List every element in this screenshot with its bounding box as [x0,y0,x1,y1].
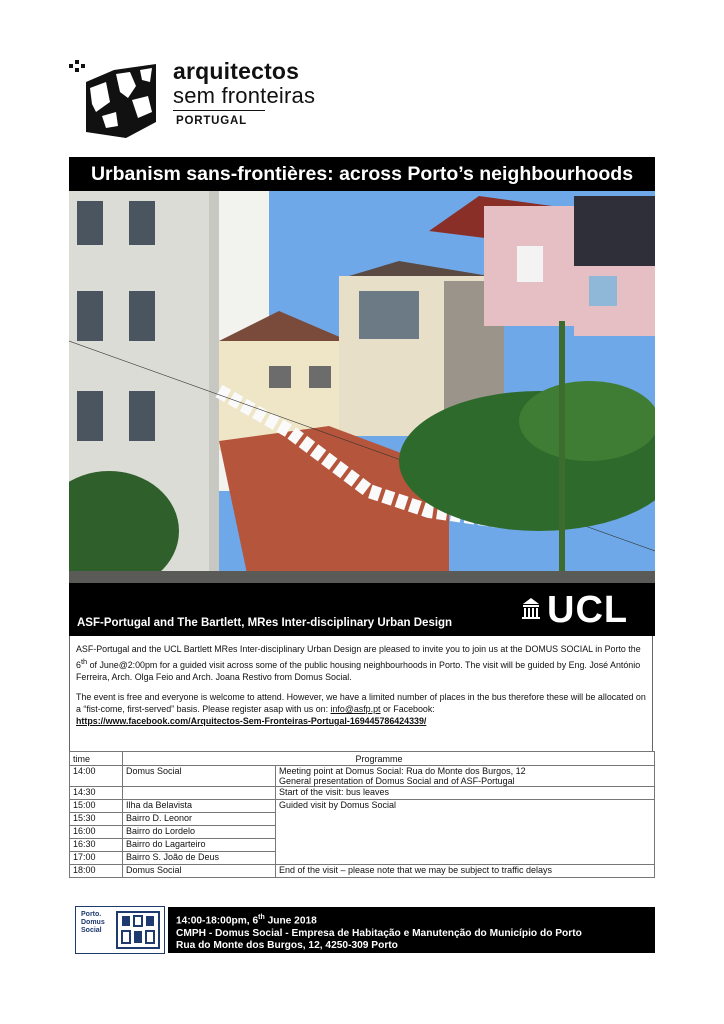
header-programme: Programme [276,752,655,766]
building-grid-icon [116,911,160,949]
table-row: 16:00 Bairro do Lordelo [70,826,655,839]
domus-social-logo: Porto. Domus Social [75,906,165,954]
header-time: time [70,752,123,766]
intro-text [69,636,653,751]
table-row: 14:00 Domus Social Meeting point at Domus Social: Rua do Monte dos Burgos, 12 General presentation of Domus Social and of ASF-Portugal [70,766,655,787]
porto-housing-photo [69,191,655,583]
caption-text: ASF-Portugal and The Bartlett, MRes Inter-disciplinary Urban Design [77,617,453,629]
table-header-row [70,752,655,766]
email-link[interactable]: info@asfp.pt [330,704,381,715]
asf-logo-icon [66,52,162,142]
event-date: 14:00-18:00pm, 6th June 2018 [176,914,317,927]
event-venue: CMPH - Domus Social - Empresa de Habitação e Manutenção do Município do Porto [176,927,582,939]
table-row: 15:00 Ilha da Belavista Guided visit by Domus Social [70,800,655,813]
caption-bar [69,583,655,636]
page-title: Urbanism sans-frontières: across Porto’s neighbourhoods [69,157,655,191]
table-row: 18:00 Domus Social End of the visit – please note that we may be subject to traffic delays [70,865,655,878]
ucl-logo [517,590,643,632]
programme-table [69,751,655,878]
logo-divider [173,110,265,111]
portico-icon [521,598,541,620]
table-row: 16:30 Bairro do Lagarteiro [70,839,655,852]
org-name-line2: sem fronteiras [173,83,316,108]
table-row: 15:30 Bairro D. Leonor [70,813,655,826]
table-row: 17:00 Bairro S. João de Deus [70,852,655,865]
event-details [168,907,655,953]
table-row: 14:30 Start of the visit: bus leaves [70,787,655,800]
facebook-link[interactable]: https://www.facebook.com/Arquitectos-Sem-Fronteiras-Portugal-169445786424339/ [76,715,427,726]
intro-paragraph-2: The event is free and everyone is welcome to attend. However, we have a limited number of places in the bus therefore these will be allocated on a “fist-come, first-served” basis. Please register asap with us on: info@asfp.pt or Facebook: https://www.facebook.com/Arquitectos-Sem-Fronteiras-Portugal-169445786424339/ [76,692,646,726]
org-country: PORTUGAL [176,115,247,127]
org-name-line1: arquitectos [173,58,300,84]
event-address: Rua do Monte dos Burgos, 12, 4250-309 Porto [176,940,398,952]
ucl-logo-text: UCL [547,589,629,631]
intro-paragraph-1: ASF-Portugal and the UCL Bartlett MRes Inter-disciplinary Urban Design are pleased to invite you to join us at the DOMUS SOCIAL in Porto the 6th of June@2:00pm for a guided visit across some of the public housing neighbourhoods in Porto. The visit will be guided by Eng. José António Ferreira, Arch. Olga Feio and Arch. Joana Restivo from Domus Social. [76,644,641,682]
